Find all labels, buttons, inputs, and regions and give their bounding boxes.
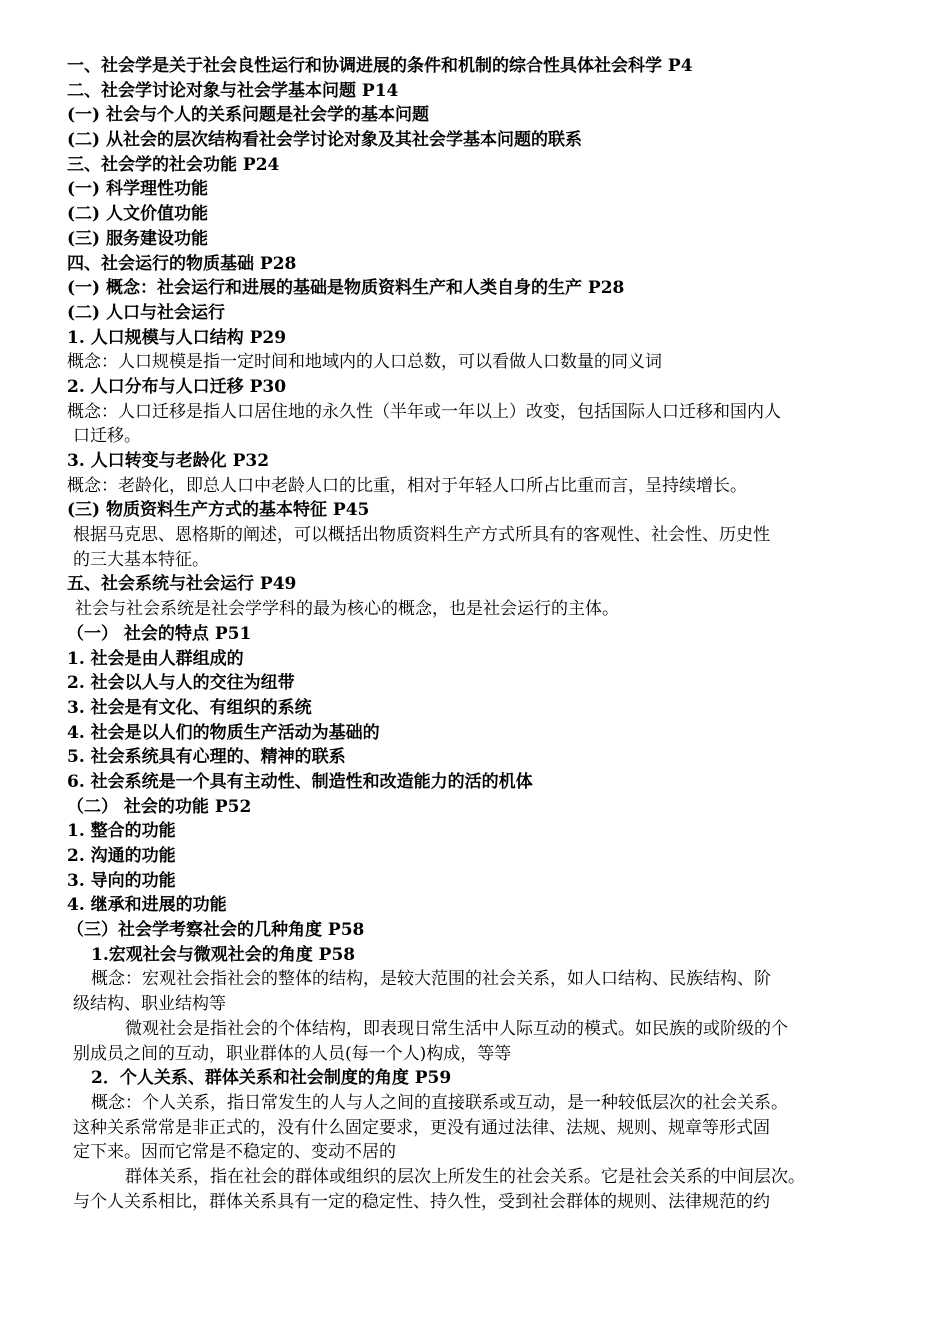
sub-item: （一） 社会的特点 P51 bbox=[67, 623, 252, 644]
heading-1: 一、社会学是关于社会良性运行和协调进展的条件和机制的综合性具体社会科学 P4 bbox=[67, 56, 693, 76]
heading-5: 五、社会系统与社会运行 P49 bbox=[67, 574, 297, 595]
numbered-item: 3. 导向的功能 bbox=[67, 870, 176, 891]
concept-text: 概念：宏观社会指社会的整体的结构，是较大范围的社会关系，如人口结构、民族结构、阶 bbox=[91, 969, 771, 990]
text-body bbox=[67, 54, 887, 1214]
heading-2: 二、社会学讨论对象与社会学基本问题 P14 bbox=[67, 80, 399, 101]
heading-3: 三、社会学的社会功能 P24 bbox=[67, 154, 280, 175]
sub-item: (二) 人口与社会运行 bbox=[67, 302, 226, 323]
numbered-item: 1. 整合的功能 bbox=[67, 821, 176, 842]
paragraph-text: 根据马克思、恩格斯的阐述，可以概括出物质资料生产方式所具有的客观性、社会性、历史性 bbox=[73, 525, 770, 546]
paragraph-text: 群体关系，指在社会的群体或组织的层次上所发生的社会关系。它是社会关系的中间层次。 bbox=[125, 1166, 805, 1187]
paragraph-text-continued: 别成员之间的互动，职业群体的人员(每一个人)构成，等等 bbox=[73, 1043, 512, 1064]
concept-text: 概念：老龄化，即总人口中老龄人口的比重，相对于年轻人口所占比重而言，呈持续增长。 bbox=[67, 475, 747, 496]
concept-text-continued: 口迁移。 bbox=[73, 426, 141, 447]
sub-item: (二) 人文价值功能 bbox=[67, 204, 209, 225]
sub-item: （二） 社会的功能 P52 bbox=[67, 796, 252, 817]
concept-text-continued: 这种关系常常是非正式的，没有什么固定要求，更没有通过法律、法规、规则、规章等形式固 bbox=[73, 1117, 770, 1138]
paragraph-text-continued: 与个人关系相比，群体关系具有一定的稳定性、持久性，受到社会群体的规则、法律规范的约 bbox=[73, 1191, 770, 1212]
numbered-item: 4. 继承和进展的功能 bbox=[67, 895, 227, 916]
numbered-item: 4. 社会是以人们的物质生产活动为基础的 bbox=[67, 722, 380, 743]
sub-item: (一) 科学理性功能 bbox=[67, 179, 209, 200]
sub-item: (三) 物质资料生产方式的基本特征 P45 bbox=[67, 500, 370, 521]
numbered-item: 5. 社会系统具有心理的、精神的联系 bbox=[67, 747, 346, 768]
sub-item: (一) 社会与个人的关系问题是社会学的基本问题 bbox=[67, 105, 430, 126]
numbered-item: 6. 社会系统是一个具有主动性、制造性和改造能力的活的机体 bbox=[67, 771, 533, 792]
numbered-item: 1. 人口规模与人口结构 P29 bbox=[67, 327, 287, 348]
sub-item: (二) 从社会的层次结构看社会学讨论对象及其社会学基本问题的联系 bbox=[67, 130, 583, 151]
sub-item: (一) 概念：社会运行和进展的基础是物质资料生产和人类自身的生产 P28 bbox=[67, 278, 625, 299]
concept-text: 概念：人口迁移是指人口居住地的永久性（半年或一年以上）改变，包括国际人口迁移和国内人 bbox=[67, 401, 781, 422]
paragraph-text: 社会与社会系统是社会学学科的最为核心的概念，也是社会运行的主体。 bbox=[75, 599, 619, 620]
paragraph-text: 微观社会是指社会的个体结构，即表现日常生活中人际互动的模式。如民族的或阶级的个 bbox=[125, 1018, 788, 1039]
concept-text: 概念：人口规模是指一定时间和地域内的人口总数，可以看做人口数量的同义词 bbox=[67, 352, 662, 373]
numbered-item: 2．个人关系、群体关系和社会制度的角度 P59 bbox=[91, 1068, 452, 1089]
numbered-item: 2. 人口分布与人口迁移 P30 bbox=[67, 376, 287, 397]
numbered-item: 3. 社会是有文化、有组织的系统 bbox=[67, 697, 312, 718]
sub-item: （三）社会学考察社会的几种角度 P58 bbox=[67, 920, 365, 941]
sub-item: (三) 服务建设功能 bbox=[67, 228, 209, 249]
numbered-item: 1. 社会是由人群组成的 bbox=[67, 648, 244, 669]
paragraph-text-continued: 的三大基本特征。 bbox=[73, 549, 209, 570]
numbered-item: 3. 人口转变与老龄化 P32 bbox=[67, 451, 270, 471]
numbered-item: 2. 社会以人与人的交往为纽带 bbox=[67, 673, 295, 694]
concept-text-continued: 定下来。因而它常是不稳定的、变动不居的 bbox=[73, 1142, 396, 1163]
numbered-item: 1.宏观社会与微观社会的角度 P58 bbox=[91, 944, 356, 965]
heading-4: 四、社会运行的物质基础 P28 bbox=[67, 253, 297, 274]
concept-text-continued: 级结构、职业结构等 bbox=[73, 994, 226, 1015]
concept-text: 概念：个人关系，指日常发生的人与人之间的直接联系或互动，是一种较低层次的社会关系。 bbox=[91, 1092, 788, 1113]
numbered-item: 2. 沟通的功能 bbox=[67, 846, 176, 866]
